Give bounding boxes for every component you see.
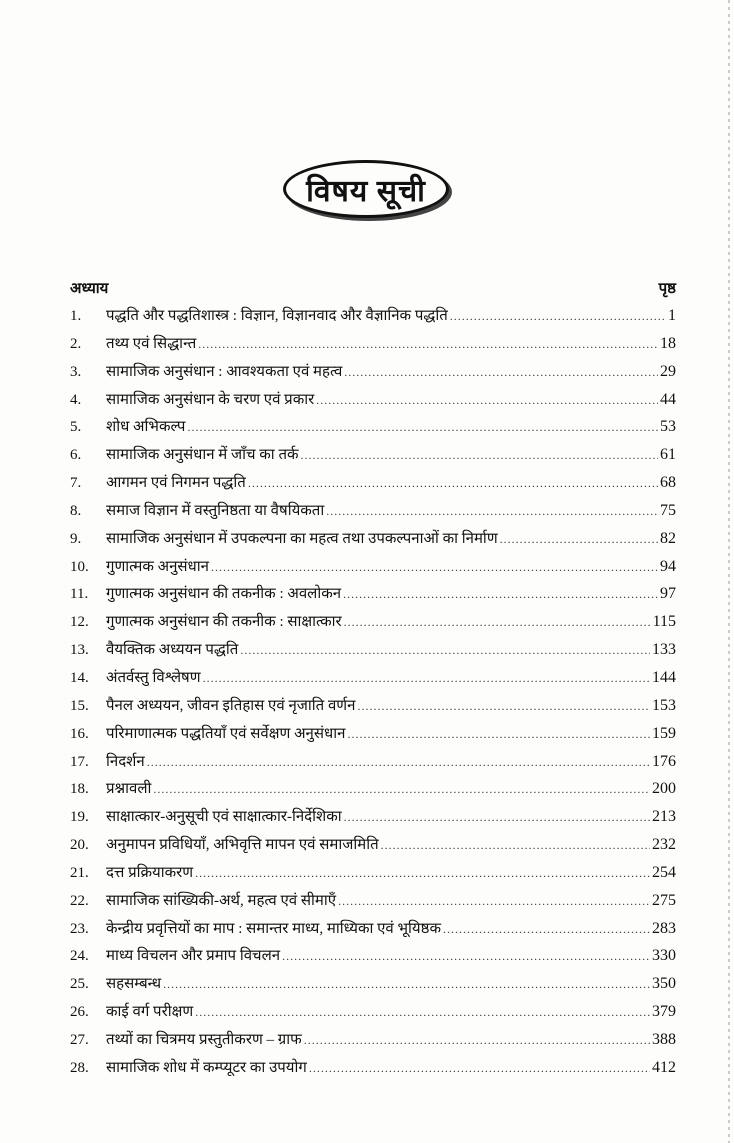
dot-leader: [326, 504, 658, 519]
chapter-title: समाज विज्ञान में वस्तुनिष्ठता या वैषयिकता: [106, 502, 325, 519]
dot-leader: [211, 560, 658, 575]
chapter-number: 14.: [70, 669, 89, 686]
toc-list: [70, 305, 676, 1085]
toc-entry: [70, 890, 676, 918]
dot-leader: [450, 309, 666, 324]
toc-entry: [70, 333, 676, 361]
chapter-title: सामाजिक शोध में कम्प्यूटर का उपयोग: [106, 1059, 307, 1076]
dot-leader: [195, 1005, 650, 1020]
dot-leader: [344, 810, 650, 825]
toc-entry: [70, 862, 676, 890]
page-number: 53: [660, 418, 676, 436]
page-title: विषय सूची: [306, 174, 426, 208]
toc-entry: [70, 1057, 676, 1085]
chapter-title: वैयक्तिक अध्ययन पद्धति: [106, 642, 239, 659]
page-number: 97: [660, 585, 676, 603]
page-number: 200: [652, 780, 676, 798]
toc-entry: [70, 834, 676, 862]
chapter-title: सामाजिक अनुसंधान के चरण एवं प्रकार: [106, 391, 315, 408]
dot-leader: [240, 643, 650, 658]
toc-entry: [70, 556, 676, 584]
dot-leader: [282, 949, 650, 964]
toc-entry: [70, 583, 676, 611]
dot-leader: [248, 476, 658, 491]
chapter-number: 26.: [70, 1004, 89, 1021]
chapter-title: साक्षात्कार-अनुसूची एवं साक्षात्कार-निर्देशिका: [106, 809, 342, 826]
chapter-number: 13.: [70, 642, 89, 659]
page-number: 29: [660, 362, 676, 380]
chapter-number: 18.: [70, 781, 89, 798]
page-number: 388: [652, 1030, 676, 1048]
dot-leader: [203, 671, 650, 686]
page-number: 412: [652, 1058, 676, 1076]
chapter-number: 16.: [70, 725, 89, 742]
dot-leader: [343, 587, 658, 602]
chapter-title: अनुमापन प्रविधियाँ, अभिवृत्ति मापन एवं समाजमिति: [106, 837, 379, 854]
toc-entry: [70, 444, 676, 472]
chapter-title: पैनल अध्ययन, जीवन इतिहास एवं नृजाति वर्णन: [106, 697, 356, 714]
chapter-title: तथ्यों का चित्रमय प्रस्तुतीकरण – ग्राफ: [106, 1031, 302, 1048]
chapter-title: गुणात्मक अनुसंधान की तकनीक : साक्षात्कार: [106, 614, 342, 631]
chapter-title: परिमाणात्मक पद्धतियाँ एवं सर्वेक्षण अनुसंधान: [106, 725, 346, 742]
dot-leader: [301, 448, 658, 463]
toc-entry: [70, 778, 676, 806]
chapter-number: 17.: [70, 753, 89, 770]
dot-leader: [357, 699, 650, 714]
dot-leader: [344, 365, 658, 380]
dot-leader: [147, 755, 650, 770]
toc-entry: [70, 472, 676, 500]
dot-leader: [443, 922, 650, 937]
chapter-title: दत्त प्रक्रियाकरण: [106, 864, 194, 881]
chapter-number: 12.: [70, 614, 89, 631]
chapter-title: सामाजिक अनुसंधान में उपकल्पना का महत्व तथा उपकल्पनाओं का निर्माण: [106, 530, 498, 547]
chapter-title: अंतर्वस्तु विश्लेषण: [106, 669, 201, 686]
chapter-number: 15.: [70, 697, 89, 714]
chapter-column-label: अध्याय: [70, 281, 109, 297]
dot-leader: [195, 866, 650, 881]
page-number: 75: [660, 501, 676, 519]
page-number: 18: [660, 334, 676, 352]
page-number: 61: [660, 446, 676, 464]
chapter-title: गुणात्मक अनुसंधान: [106, 558, 209, 575]
page-number: 44: [660, 390, 676, 408]
page-number: 254: [652, 863, 676, 881]
page-number: 232: [652, 836, 676, 854]
chapter-number: 2.: [70, 335, 82, 352]
toc-entry: [70, 361, 676, 389]
dot-leader: [338, 894, 650, 909]
dot-leader: [316, 393, 658, 408]
toc-entry: [70, 389, 676, 417]
chapter-title: सामाजिक अनुसंधान में जाँच का तर्क: [106, 447, 299, 464]
chapter-number: 3.: [70, 363, 82, 380]
chapter-title: शोध अभिकल्प: [106, 419, 186, 436]
toc-entry: [70, 918, 676, 946]
page-number: 153: [652, 696, 676, 714]
chapter-number: 21.: [70, 864, 89, 881]
chapter-number: 19.: [70, 809, 89, 826]
page-number: 283: [652, 919, 676, 937]
page-column-label: पृष्ठ: [658, 281, 676, 297]
chapter-title: गुणात्मक अनुसंधान की तकनीक : अवलोकन: [106, 586, 342, 603]
page-number: 176: [652, 752, 676, 770]
chapter-number: 9.: [70, 530, 82, 547]
chapter-number: 22.: [70, 892, 89, 909]
page-number: 115: [652, 613, 676, 631]
page-number: 330: [652, 947, 676, 965]
dot-leader: [344, 615, 651, 630]
page-number: 275: [652, 891, 676, 909]
page-number: 94: [660, 557, 676, 575]
chapter-title: सामाजिक सांख्यिकी-अर्थ, महत्व एवं सीमाएँ: [106, 892, 337, 909]
dot-leader: [347, 727, 650, 742]
toc-entry: [70, 973, 676, 1001]
page-number: 159: [652, 724, 676, 742]
chapter-title: काई वर्ग परीक्षण: [106, 1004, 194, 1021]
page-number: 213: [652, 808, 676, 826]
chapter-number: 25.: [70, 976, 89, 993]
toc-entry: [70, 945, 676, 973]
toc-header: [70, 278, 676, 298]
toc-entry: [70, 751, 676, 779]
chapter-title: सहसम्बन्ध: [106, 976, 162, 993]
toc-entry: [70, 416, 676, 444]
chapter-number: 8.: [70, 502, 82, 519]
chapter-number: 10.: [70, 558, 89, 575]
chapter-number: 11.: [70, 586, 89, 603]
chapter-title: प्रश्नावली: [106, 781, 152, 798]
chapter-number: 6.: [70, 447, 82, 464]
chapter-number: 20.: [70, 837, 89, 854]
chapter-title: तथ्य एवं सिद्धान्त: [106, 335, 197, 352]
chapter-title: आगमन एवं निगमन पद्धति: [106, 475, 246, 492]
dot-leader: [153, 782, 650, 797]
page-number: 144: [652, 668, 676, 686]
toc-entry: [70, 723, 676, 751]
toc-entry: [70, 528, 676, 556]
dot-leader: [304, 1033, 650, 1048]
toc-entry: [70, 806, 676, 834]
page-number: 1: [668, 307, 676, 324]
scan-edge: [728, 0, 730, 1143]
dot-leader: [500, 532, 658, 547]
page-number: 350: [652, 975, 676, 993]
chapter-number: 27.: [70, 1031, 89, 1048]
dot-leader: [187, 420, 658, 435]
title-banner: [283, 160, 449, 218]
chapter-title: सामाजिक अनुसंधान : आवश्यकता एवं महत्व: [106, 363, 343, 380]
chapter-number: 24.: [70, 948, 89, 965]
toc-entry: [70, 611, 676, 639]
toc-entry: [70, 500, 676, 528]
dot-leader: [163, 977, 650, 992]
chapter-number: 1.: [70, 308, 82, 324]
chapter-number: 5.: [70, 419, 82, 436]
page-number: 68: [660, 474, 676, 492]
chapter-title: केन्द्रीय प्रवृत्तियों का माप : समान्तर माध्य, माध्यिका एवं भूयिष्ठक: [106, 920, 441, 937]
toc-entry: [70, 1029, 676, 1057]
page-number: 82: [660, 529, 676, 547]
toc-entry: [70, 1001, 676, 1029]
chapter-number: 4.: [70, 391, 82, 408]
dot-leader: [198, 337, 658, 352]
page-number: 133: [652, 641, 676, 659]
chapter-title: निदर्शन: [106, 753, 145, 770]
toc-entry: [70, 639, 676, 667]
dot-leader: [309, 1061, 650, 1076]
dot-leader: [381, 838, 650, 853]
chapter-title: माध्य विचलन और प्रमाप विचलन: [106, 948, 281, 965]
toc-entry: [70, 667, 676, 695]
chapter-number: 28.: [70, 1059, 89, 1076]
chapter-title: पद्धति और पद्धतिशास्त्र : विज्ञान, विज्ञानवाद और वैज्ञानिक पद्धति: [106, 308, 448, 324]
chapter-number: 7.: [70, 475, 82, 492]
toc-entry: [70, 695, 676, 723]
toc-entry: [70, 305, 676, 333]
page-number: 379: [652, 1003, 676, 1021]
chapter-number: 23.: [70, 920, 89, 937]
